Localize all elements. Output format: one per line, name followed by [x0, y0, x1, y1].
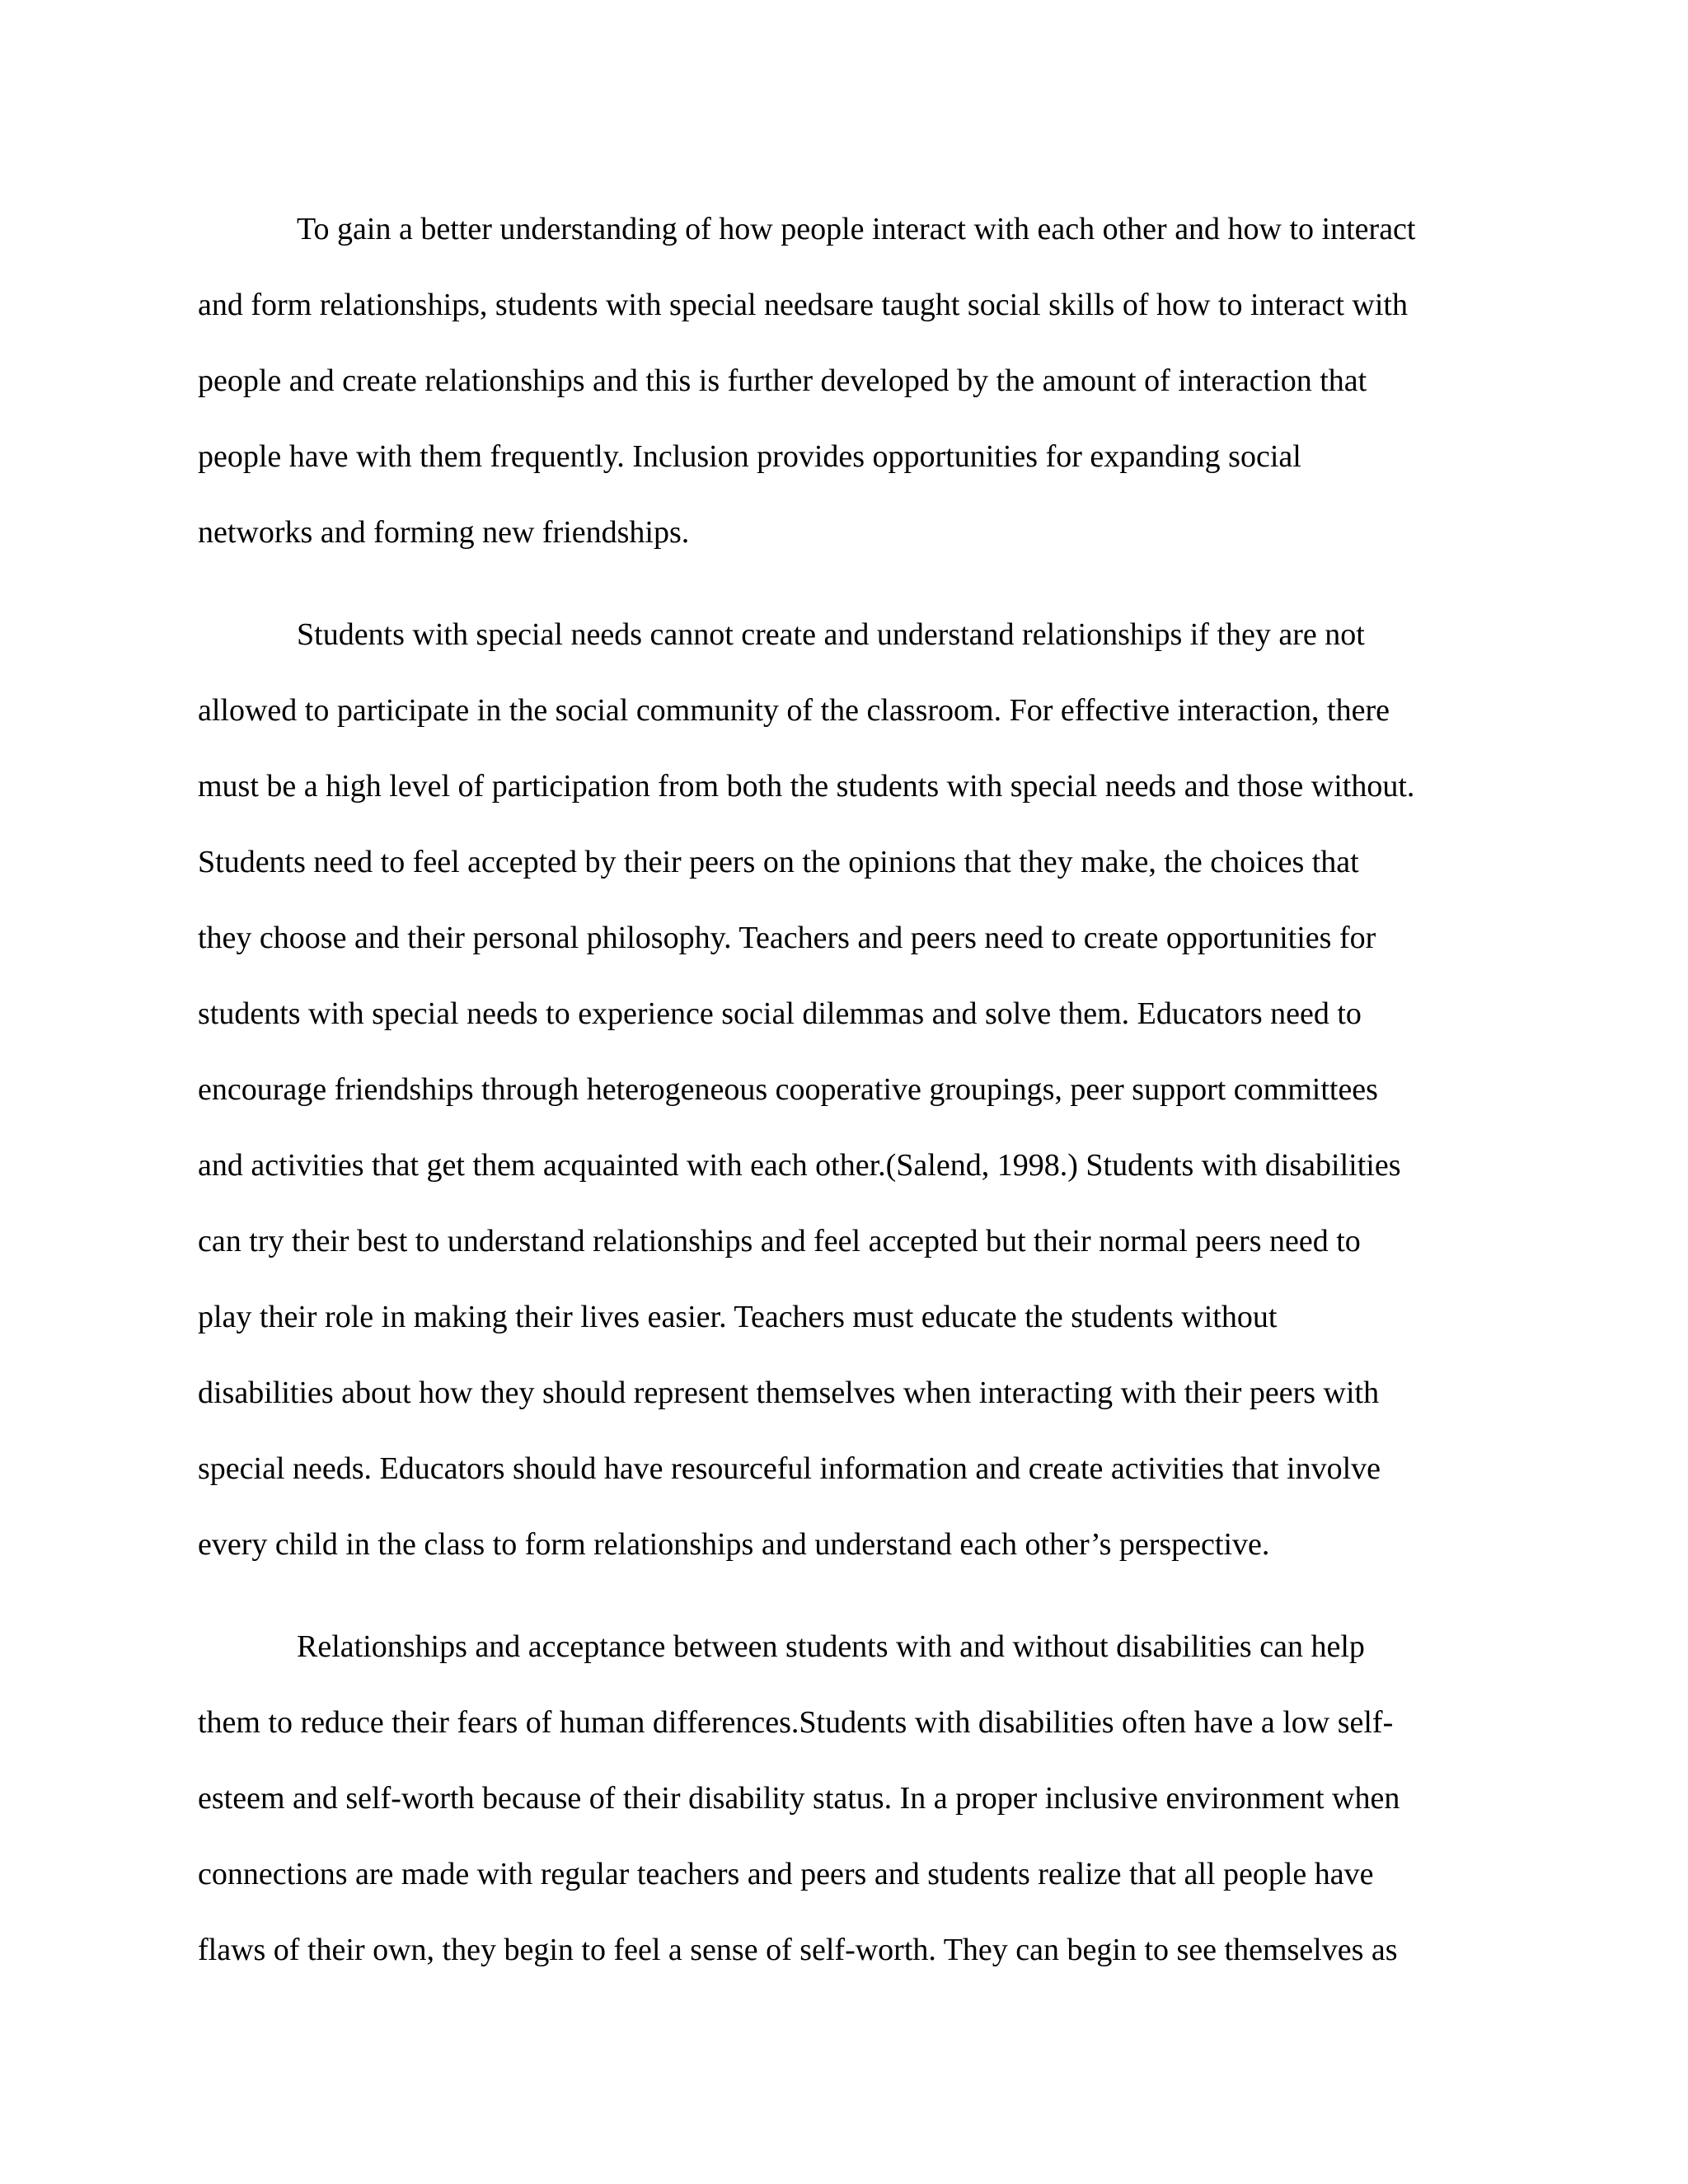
- paragraph-line: them to reduce their fears of human differences.Students with disabilities often have a low self-: [198, 1705, 1394, 1740]
- paragraph-spacer: [198, 1582, 1492, 1609]
- paragraph-line: can try their best to understand relationships and feel accepted but their normal peers need to: [198, 1224, 1361, 1258]
- paragraph-line: disabilities about how they should represent themselves when interacting with their peers with: [198, 1376, 1380, 1410]
- paragraph-line: Students need to feel accepted by their peers on the opinions that they make, the choices that: [198, 845, 1359, 879]
- paragraph-line: networks and forming new friendships.: [198, 515, 690, 550]
- paragraph-line: play their role in making their lives easier. Teachers must educate the students without: [198, 1300, 1278, 1334]
- paragraph-line: flaws of their own, they begin to feel a sense of self-worth. They can begin to see themselves as: [198, 1933, 1398, 1967]
- paragraph-line: and form relationships, students with special needsare taught social skills of how to interact with: [198, 288, 1408, 322]
- paragraph-line: must be a high level of participation from both the students with special needs and those without.: [198, 769, 1415, 804]
- paragraph-line: every child in the class to form relationships and understand each other’s perspective.: [198, 1527, 1270, 1562]
- paragraph-line: people and create relationships and this is further developed by the amount of interaction that: [198, 363, 1367, 398]
- paragraph-line: they choose and their personal philosophy. Teachers and peers need to create opportunities for: [198, 921, 1376, 955]
- paragraph-line: connections are made with regular teachers and peers and students realize that all people have: [198, 1857, 1374, 1891]
- paragraph-3: [198, 1609, 1492, 1988]
- paragraph-line: and activities that get them acquainted with each other.(Salend, 1998.) Students with disabilities: [198, 1148, 1401, 1183]
- paragraph-2: [198, 597, 1492, 1582]
- body-text: [198, 191, 1492, 1988]
- paragraph-line: allowed to participate in the social community of the classroom. For effective interaction, there: [198, 693, 1390, 728]
- paragraph-line: encourage friendships through heterogeneous cooperative groupings, peer support committees: [198, 1072, 1378, 1107]
- paragraph-line: people have with them frequently. Inclusion provides opportunities for expanding social: [198, 439, 1301, 474]
- paragraph-line: students with special needs to experience social dilemmas and solve them. Educators need to: [198, 996, 1362, 1031]
- paragraph-line: To gain a better understanding of how people interact with each other and how to interact: [297, 212, 1416, 246]
- paragraph-line: esteem and self-worth because of their disability status. In a proper inclusive environment when: [198, 1781, 1400, 1816]
- paragraph-line: Relationships and acceptance between students with and without disabilities can help: [297, 1629, 1365, 1664]
- paragraph-line: special needs. Educators should have resourceful information and create activities that involve: [198, 1451, 1381, 1486]
- paragraph-1: [198, 191, 1492, 570]
- paragraph-spacer: [198, 570, 1492, 597]
- paragraph-line: Students with special needs cannot create and understand relationships if they are not: [297, 617, 1365, 652]
